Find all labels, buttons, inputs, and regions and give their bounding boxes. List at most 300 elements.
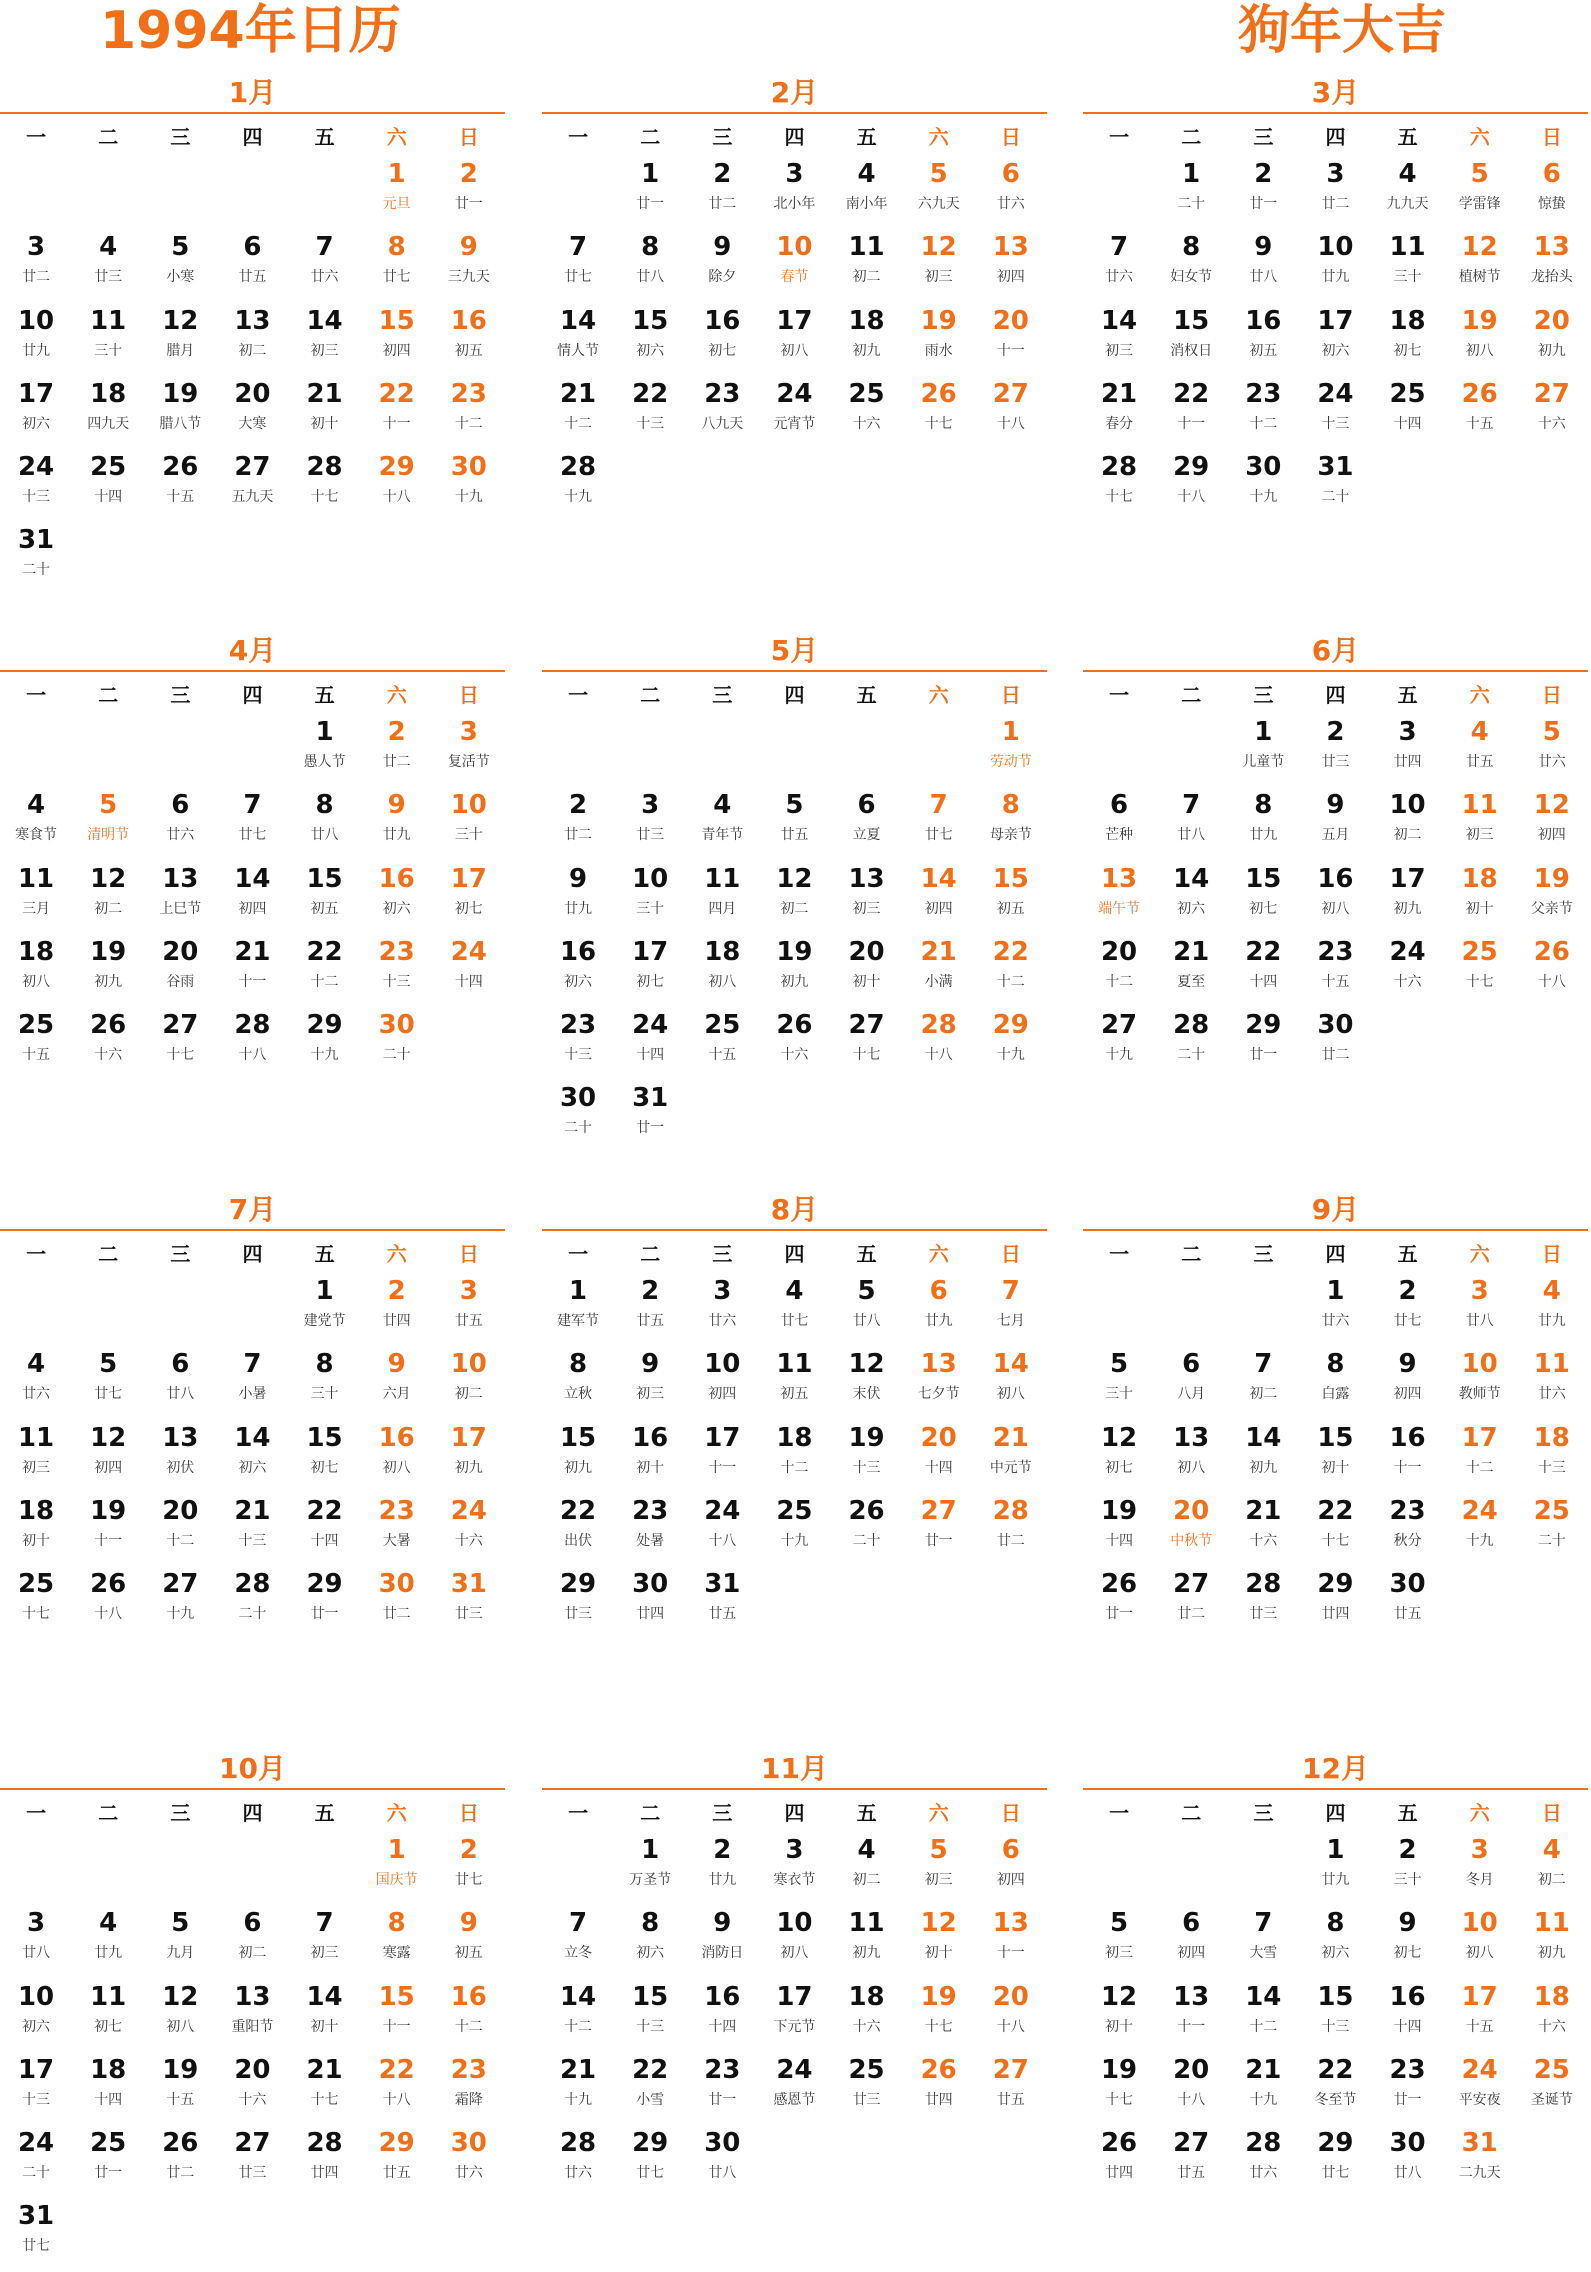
lunar-label: 初九 — [1537, 342, 1566, 359]
month-title: 11月 — [761, 1752, 828, 1785]
day-number: 12 — [90, 863, 127, 894]
day-cell — [1083, 303, 1155, 376]
lunar-label: 十二 — [780, 1459, 809, 1476]
lunar-label: 六九天 — [917, 196, 960, 212]
weekday-label: 六 — [1469, 682, 1490, 707]
day-number: 23 — [450, 2054, 487, 2085]
lunar-label: 下元节 — [773, 2018, 816, 2035]
lunar-label: 初三 — [852, 900, 881, 917]
weekday-label: 六 — [1469, 124, 1490, 149]
lunar-label: 廿六 — [22, 1386, 51, 1403]
lunar-label: 十三 — [636, 415, 665, 432]
weekday-label: 日 — [1000, 1800, 1021, 1825]
lunar-label: 十五 — [22, 1047, 51, 1064]
day-number: 26 — [848, 1495, 885, 1526]
lunar-label: 十九 — [1465, 1532, 1494, 1549]
day-cell — [1083, 1493, 1155, 1566]
day-cell — [758, 376, 830, 449]
weekday-label: 三 — [1253, 1800, 1274, 1825]
lunar-label: 建党节 — [303, 1313, 346, 1329]
day-number: 20 — [234, 2054, 271, 2085]
day-number: 10 — [1461, 1349, 1498, 1380]
day-number: 26 — [90, 1010, 127, 1041]
weekday-header — [542, 672, 1047, 714]
lunar-label: 廿八 — [1393, 2165, 1422, 2182]
lunar-label: 二十 — [1177, 196, 1206, 212]
day-cell — [686, 787, 758, 860]
day-cell — [542, 449, 614, 522]
lunar-label: 中元节 — [989, 1459, 1032, 1476]
day-cell — [903, 934, 975, 1007]
day-number: 12 — [920, 232, 957, 263]
day-cell — [831, 861, 903, 934]
day-number: 28 — [306, 452, 343, 483]
day-number: 11 — [1533, 1349, 1570, 1380]
day-number: 2 — [1254, 159, 1273, 189]
lunar-label: 七月 — [996, 1313, 1025, 1329]
day-number: 14 — [234, 863, 271, 894]
weekday-label: 六 — [928, 682, 949, 707]
weekday-header — [542, 114, 1047, 156]
lunar-label: 三十 — [1105, 1386, 1134, 1403]
empty-cell — [144, 156, 216, 229]
lunar-label: 教师节 — [1458, 1386, 1501, 1403]
day-number: 15 — [378, 1981, 415, 2012]
day-cell — [433, 1832, 505, 1905]
lunar-label: 廿六 — [708, 1313, 737, 1329]
day-number: 8 — [569, 1349, 588, 1380]
day-cell — [1516, 2052, 1588, 2125]
lunar-label: 学雷锋 — [1458, 196, 1501, 212]
empty-cell — [542, 156, 614, 229]
day-cell — [758, 1007, 830, 1080]
lunar-label: 廿七 — [238, 827, 267, 844]
day-cell — [1155, 376, 1227, 449]
lunar-label: 初三 — [1105, 342, 1134, 359]
weekday-label: 二 — [1181, 1241, 1202, 1266]
day-cell — [361, 1493, 433, 1566]
lunar-label: 廿八 — [636, 269, 665, 286]
day-cell — [289, 1905, 361, 1978]
day-cell — [0, 2198, 72, 2271]
day-grid — [1083, 1832, 1588, 2198]
empty-cell — [72, 714, 144, 787]
day-cell — [975, 303, 1047, 376]
weekday-label: 一 — [568, 124, 589, 149]
day-number: 4 — [1542, 1276, 1561, 1306]
day-number: 3 — [713, 1276, 732, 1306]
day-cell — [1372, 2052, 1444, 2125]
weekday-label: 日 — [458, 124, 479, 149]
lunar-label: 十八 — [708, 1532, 737, 1549]
lunar-label: 廿三 — [564, 1606, 593, 1623]
lunar-label: 廿九 — [1321, 1872, 1350, 1888]
day-cell — [1444, 787, 1516, 860]
lunar-label: 十八 — [1177, 489, 1206, 506]
day-cell — [1299, 1007, 1371, 1080]
day-cell — [216, 861, 288, 934]
day-number: 29 — [306, 1569, 343, 1600]
day-number: 24 — [17, 2128, 55, 2159]
lunar-label: 初三 — [636, 1386, 665, 1403]
day-number: 8 — [1182, 232, 1201, 263]
lunar-label: 寒衣节 — [773, 1872, 816, 1888]
lunar-label: 十四 — [636, 1047, 665, 1064]
empty-cell — [0, 1273, 72, 1346]
day-cell — [361, 1273, 433, 1346]
day-number: 21 — [306, 2054, 343, 2085]
day-cell — [72, 861, 144, 934]
lunar-label: 初六 — [636, 342, 665, 359]
day-cell — [1444, 1979, 1516, 2052]
weekday-label: 日 — [1000, 1241, 1021, 1266]
empty-cell — [1227, 1832, 1299, 1905]
day-number: 10 — [704, 1349, 741, 1380]
lunar-label: 初九 — [1537, 1945, 1566, 1962]
day-number: 28 — [920, 1010, 957, 1041]
day-cell — [1444, 1905, 1516, 1978]
day-cell — [542, 376, 614, 449]
lunar-label: 廿六 — [1249, 2165, 1278, 2182]
day-number: 8 — [315, 1349, 334, 1380]
empty-cell — [1083, 714, 1155, 787]
day-number: 24 — [632, 1010, 669, 1041]
lunar-label: 十四 — [924, 1459, 953, 1476]
day-number: 11 — [90, 305, 127, 336]
day-cell — [975, 1420, 1047, 1493]
empty-cell — [903, 714, 975, 787]
weekday-label: 四 — [1325, 682, 1346, 707]
lunar-label: 四月 — [708, 900, 737, 917]
day-number: 19 — [90, 936, 127, 967]
day-number: 19 — [90, 1495, 127, 1526]
day-cell — [1155, 1346, 1227, 1419]
weekday-label: 四 — [242, 1241, 263, 1266]
day-cell — [144, 2125, 216, 2198]
weekday-label: 二 — [640, 1800, 661, 1825]
day-number: 27 — [1100, 1010, 1138, 1041]
day-cell — [216, 787, 288, 860]
day-number: 27 — [234, 2128, 271, 2159]
weekday-label: 二 — [640, 1241, 661, 1266]
day-cell — [975, 1346, 1047, 1419]
day-number: 6 — [1001, 1835, 1020, 1865]
lunar-label: 端午节 — [1098, 900, 1141, 917]
day-cell — [758, 156, 830, 229]
lunar-label: 初五 — [310, 900, 339, 917]
day-number: 4 — [1398, 159, 1417, 189]
day-cell — [1444, 714, 1516, 787]
day-cell — [975, 156, 1047, 229]
day-number: 16 — [559, 936, 597, 967]
day-number: 22 — [378, 378, 415, 409]
lunar-label: 寒露 — [382, 1945, 411, 1962]
day-number: 6 — [1001, 159, 1020, 189]
day-number: 31 — [704, 1569, 741, 1600]
lunar-label: 妇女节 — [1170, 269, 1213, 286]
month-block — [1083, 1117, 1588, 1657]
day-cell — [758, 787, 830, 860]
day-cell — [1155, 449, 1227, 522]
day-cell — [433, 934, 505, 1007]
lunar-label: 十八 — [382, 489, 411, 506]
empty-cell — [542, 714, 614, 787]
greeting-title: 狗年大吉 — [1237, 1, 1446, 61]
day-cell — [903, 1420, 975, 1493]
day-number: 7 — [929, 790, 948, 821]
weekday-label: 日 — [1541, 1241, 1562, 1266]
month-title: 6月 — [1311, 634, 1360, 667]
lunar-label: 廿六 — [564, 2165, 593, 2182]
lunar-label: 初二 — [852, 269, 881, 286]
day-number: 20 — [920, 1422, 957, 1453]
day-number: 16 — [378, 1422, 415, 1453]
weekday-label: 二 — [1181, 682, 1202, 707]
weekday-label: 五 — [856, 682, 877, 707]
lunar-label: 十八 — [996, 415, 1025, 432]
day-number: 9 — [713, 232, 732, 263]
month-block — [1083, 0, 1588, 540]
day-cell — [1444, 934, 1516, 1007]
day-number: 4 — [1470, 717, 1489, 747]
day-cell — [0, 934, 72, 1007]
day-cell — [758, 229, 830, 302]
lunar-label: 廿二 — [708, 196, 737, 212]
day-cell — [1516, 1273, 1588, 1346]
day-cell — [0, 787, 72, 860]
day-cell — [1299, 1566, 1371, 1639]
day-number: 23 — [450, 378, 487, 409]
weekday-label: 三 — [712, 1241, 733, 1266]
day-number: 17 — [776, 305, 813, 336]
day-number: 26 — [920, 2054, 957, 2085]
day-number: 28 — [234, 1569, 271, 1600]
lunar-label: 廿三 — [454, 1606, 483, 1623]
day-cell — [903, 787, 975, 860]
day-number: 15 — [632, 305, 669, 336]
lunar-label: 廿五 — [1393, 1606, 1422, 1623]
weekday-label: 一 — [26, 124, 47, 149]
weekday-label: 五 — [1397, 682, 1418, 707]
empty-cell — [831, 714, 903, 787]
day-number: 12 — [920, 1908, 957, 1939]
day-grid — [0, 156, 505, 596]
day-number: 4 — [857, 159, 876, 189]
empty-cell — [144, 714, 216, 787]
day-number: 3 — [1470, 1276, 1489, 1306]
day-cell — [1444, 861, 1516, 934]
lunar-label: 霜降 — [454, 2091, 483, 2108]
day-number: 12 — [776, 863, 813, 894]
lunar-label: 廿一 — [636, 1120, 665, 1137]
day-number: 25 — [90, 2128, 127, 2159]
lunar-label: 初四 — [924, 900, 953, 917]
day-cell — [1155, 934, 1227, 1007]
lunar-label: 初三 — [1105, 1945, 1134, 1962]
month-block — [0, 1676, 505, 2255]
day-number: 13 — [234, 1981, 271, 2012]
day-cell — [1083, 2125, 1155, 2198]
lunar-label: 大暑 — [382, 1532, 411, 1549]
lunar-label: 大寒 — [238, 415, 267, 432]
day-cell — [614, 2125, 686, 2198]
day-number: 21 — [559, 378, 597, 409]
day-number: 13 — [1173, 1981, 1210, 2012]
day-number: 31 — [1461, 2128, 1498, 2159]
day-cell — [1516, 303, 1588, 376]
lunar-label: 廿一 — [636, 196, 665, 212]
day-cell — [1516, 1905, 1588, 1978]
day-cell — [1155, 303, 1227, 376]
day-cell — [831, 376, 903, 449]
lunar-label: 白露 — [1321, 1386, 1350, 1403]
day-number: 28 — [559, 452, 597, 483]
empty-cell — [72, 156, 144, 229]
lunar-label: 廿五 — [996, 2091, 1025, 2108]
day-cell — [1083, 449, 1155, 522]
month-block — [542, 1676, 1047, 2216]
lunar-label: 十四 — [454, 973, 483, 990]
day-number: 23 — [1389, 2054, 1426, 2085]
day-number: 10 — [450, 790, 487, 821]
lunar-label: 廿二 — [382, 754, 411, 770]
lunar-label: 圣诞节 — [1530, 2091, 1573, 2108]
day-number: 1 — [1326, 1276, 1345, 1306]
day-cell — [975, 1273, 1047, 1346]
day-number: 6 — [1542, 159, 1561, 189]
day-number: 21 — [1245, 1495, 1282, 1526]
day-number: 14 — [234, 1422, 271, 1453]
day-cell — [289, 229, 361, 302]
lunar-label: 初四 — [238, 900, 267, 917]
day-cell — [1227, 2052, 1299, 2125]
day-number: 29 — [378, 2128, 415, 2159]
lunar-label: 初十 — [310, 415, 339, 432]
lunar-label: 十八 — [1537, 973, 1566, 990]
day-number: 25 — [776, 1495, 813, 1526]
day-number: 13 — [920, 1349, 957, 1380]
lunar-label: 廿二 — [564, 827, 593, 844]
day-cell — [0, 303, 72, 376]
day-number: 20 — [992, 1981, 1029, 2012]
lunar-label: 初十 — [1105, 2018, 1134, 2035]
day-cell — [758, 1420, 830, 1493]
day-number: 23 — [704, 378, 741, 409]
day-cell — [0, 2125, 72, 2198]
lunar-label: 情人节 — [557, 342, 600, 359]
month-block — [0, 0, 505, 579]
day-cell — [758, 1979, 830, 2052]
day-cell — [1299, 1979, 1371, 2052]
day-number: 14 — [559, 1981, 597, 2012]
day-number: 20 — [234, 378, 271, 409]
day-cell — [1155, 2125, 1227, 2198]
day-cell — [433, 1493, 505, 1566]
day-number: 19 — [1100, 1495, 1138, 1526]
day-number: 22 — [992, 936, 1029, 967]
day-number: 21 — [559, 2054, 597, 2085]
day-cell — [903, 861, 975, 934]
day-cell — [614, 1832, 686, 1905]
day-number: 8 — [315, 790, 334, 821]
day-cell — [433, 1979, 505, 2052]
day-number: 14 — [1245, 1422, 1282, 1453]
weekday-label: 五 — [856, 1800, 877, 1825]
day-number: 17 — [450, 1422, 487, 1453]
lunar-label: 十九 — [310, 1047, 339, 1064]
day-cell — [289, 449, 361, 522]
weekday-label: 二 — [98, 1241, 119, 1266]
lunar-label: 十三 — [1321, 2018, 1350, 2035]
day-cell — [216, 2125, 288, 2198]
lunar-label: 二十 — [1321, 489, 1350, 506]
month-block — [542, 558, 1047, 1137]
lunar-label: 十九 — [996, 1047, 1025, 1064]
lunar-label: 廿三 — [636, 827, 665, 844]
day-number: 17 — [1461, 1981, 1498, 2012]
day-number: 9 — [569, 863, 588, 894]
lunar-label: 十三 — [382, 973, 411, 990]
day-number: 7 — [315, 232, 334, 263]
day-cell — [361, 787, 433, 860]
lunar-label: 廿五 — [708, 1606, 737, 1623]
weekday-label: 三 — [1253, 682, 1274, 707]
day-cell — [0, 1566, 72, 1639]
day-number: 7 — [1110, 232, 1129, 263]
day-number: 22 — [1317, 2054, 1354, 2085]
empty-cell — [216, 1832, 288, 1905]
day-cell — [831, 1273, 903, 1346]
day-cell — [1372, 1493, 1444, 1566]
lunar-label: 植树节 — [1458, 269, 1501, 286]
lunar-label: 十二 — [564, 415, 593, 432]
lunar-label: 初五 — [780, 1386, 809, 1403]
day-cell — [975, 1905, 1047, 1978]
day-cell — [433, 376, 505, 449]
empty-cell — [72, 1832, 144, 1905]
lunar-label: 十三 — [1321, 415, 1350, 432]
day-cell — [433, 449, 505, 522]
day-cell — [144, 229, 216, 302]
day-number: 26 — [162, 452, 199, 483]
day-number: 4 — [27, 790, 46, 821]
lunar-label: 初十 — [924, 1945, 953, 1962]
day-cell — [975, 2052, 1047, 2125]
month-title: 7月 — [228, 1193, 277, 1226]
empty-cell — [144, 1832, 216, 1905]
lunar-label: 廿七 — [454, 1872, 483, 1888]
month-title: 10月 — [219, 1752, 286, 1785]
weekday-label: 一 — [1109, 124, 1130, 149]
lunar-label: 青年节 — [701, 827, 744, 844]
weekday-label: 二 — [98, 682, 119, 707]
lunar-label: 三十 — [94, 342, 123, 359]
day-number: 27 — [848, 1010, 885, 1041]
day-cell — [1444, 2125, 1516, 2198]
day-cell — [1227, 2125, 1299, 2198]
day-number: 13 — [1533, 232, 1570, 263]
day-cell — [1227, 376, 1299, 449]
day-number: 30 — [450, 2128, 487, 2159]
weekday-label: 一 — [1109, 682, 1130, 707]
day-cell — [289, 2125, 361, 2198]
lunar-label: 初三 — [22, 1459, 51, 1476]
empty-cell — [216, 156, 288, 229]
month-title: 12月 — [1302, 1752, 1369, 1785]
weekday-label: 五 — [314, 1241, 335, 1266]
day-number: 15 — [1245, 863, 1282, 894]
day-number: 27 — [920, 1495, 957, 1526]
